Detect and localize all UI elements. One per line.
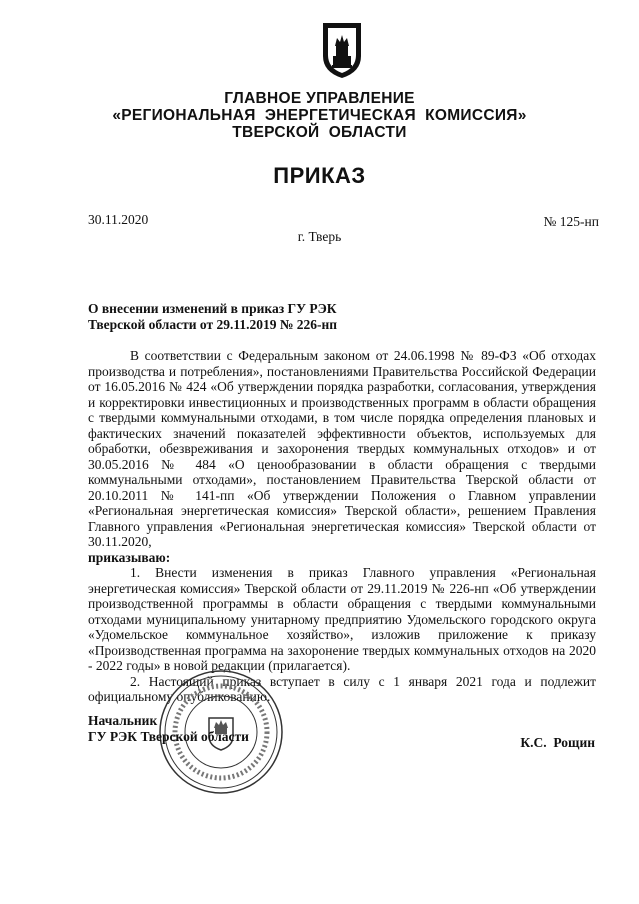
signatory-name: К.С. Рощин xyxy=(520,735,595,750)
subject-line-2: Тверской области от 29.11.2019 № 226-нп xyxy=(88,317,338,332)
org-title-line-2: «РЕГИОНАЛЬНАЯ ЭНЕРГЕТИЧЕСКАЯ КОМИССИЯ» xyxy=(112,107,527,124)
signatory-position xyxy=(88,713,249,745)
order-word: приказываю: xyxy=(88,549,171,565)
org-title-line-1: ГЛАВНОЕ УПРАВЛЕНИЕ xyxy=(224,90,415,107)
order-item-1: 1. Внести изменения в приказ Главного управления «Региональная энергетическая комиссия» Тверской области от 29.11.2019 № 226-нп «Об утверждении производственной программы в области обращения с твердыми коммунальными отходами муниципальному унитарному предприятию Удомельского городского округа «Удомельское коммунальное хозяйство», изложив приложение к приказу «Производственная программа на захоронение твердых коммунальных отходов на 2020 - 2022 годы» в новой редакции (прилагается). xyxy=(88,565,596,673)
subject-line-1: О внесении изменений в приказ ГУ РЭК xyxy=(88,301,337,316)
document-date: 30.11.2020 xyxy=(88,212,149,227)
order-item-2: 2. Настоящий приказ вступает в силу с 1 января 2021 года и подлежит официальному опубликованию. xyxy=(88,673,596,704)
document-body xyxy=(88,348,596,705)
signatory-position-line-1: Начальник xyxy=(88,713,158,728)
preamble-paragraph: В соответствии с Федеральным законом от 24.06.1998 № 89-ФЗ «Об отходах производства и потребления», постановлениями Правительства Российской Федерации от 16.05.2016 № 424 «Об утверждении порядка разработки, согласования, утверждения и корректировки инвестиционных и производственных программ в области обращения с твердыми коммунальными отходами, в том числе порядка определения плановых и фактических значений показателей эффективности объектов, используемых для обработки, обезвреживания и захоронения твердых коммунальных отходов» и от 30.05.2016 № 484 «О ценообразовании в области обращения с твердыми коммунальными отходами», постановлением Правительства Тверской области от 20.10.2011 № 141-пп «Об утверждении Положения о Главном управлении «Региональная энергетическая комиссия» Тверской области», решением Правления Главного управления «Региональная энергетическая комиссия» Тверской области от 30.11.2020, xyxy=(88,348,596,549)
document-subject xyxy=(88,301,508,333)
document-number: № 125-нп xyxy=(543,214,599,229)
org-title-line-3: ТВЕРСКОЙ ОБЛАСТИ xyxy=(232,124,407,141)
document-city: г. Тверь xyxy=(297,229,342,244)
signatory-position-line-2: ГУ РЭК Тверской области xyxy=(88,729,249,744)
tver-coat-of-arms-icon xyxy=(320,20,364,80)
document-type-title: ПРИКАЗ xyxy=(273,163,366,188)
